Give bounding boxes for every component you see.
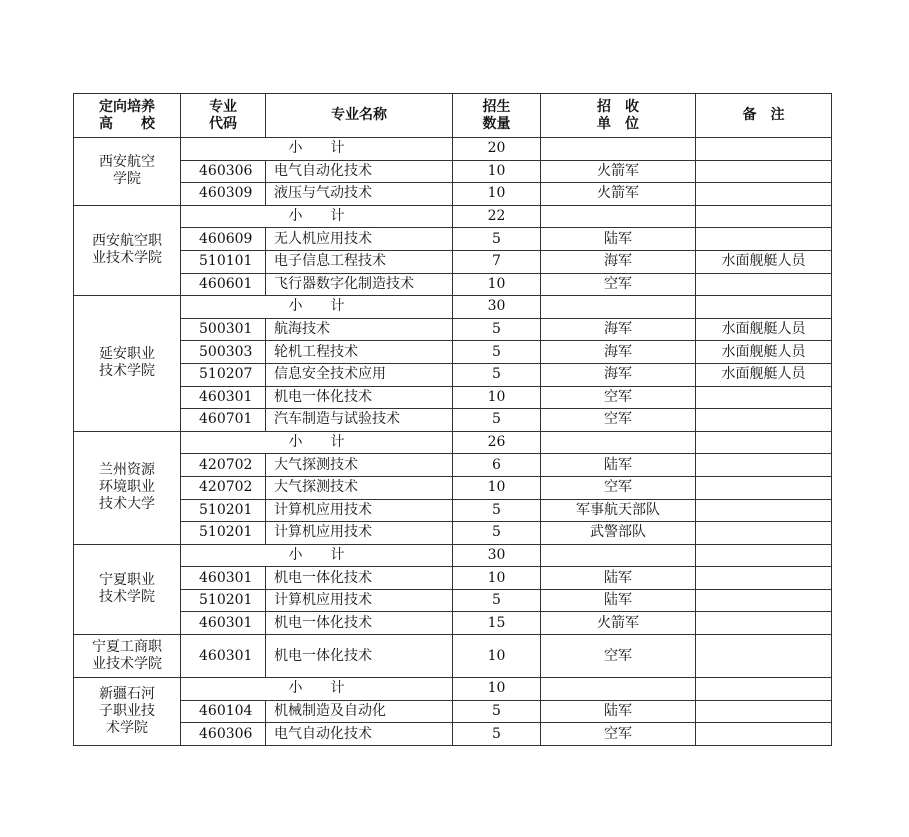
major-code: 460306 [181,723,266,746]
remark [696,612,832,635]
subtotal-count: 30 [453,544,541,567]
major-code: 510101 [181,250,266,273]
school-name-line: 西安航空职 [92,233,162,250]
school-name-line: 学院 [113,171,141,188]
subtotal-row [74,544,832,567]
subtotal-remark-empty [696,431,832,454]
remark [696,700,832,723]
major-code: 420702 [181,454,266,477]
major-name: 电气自动化技术 [266,160,453,183]
enroll-count: 5 [453,228,541,251]
header-unit-line2: 单 位 [597,115,639,132]
header-school [74,94,181,138]
subtotal-count: 10 [453,678,541,701]
major-name: 计算机应用技术 [266,522,453,545]
enroll-count: 10 [453,273,541,296]
enroll-count: 10 [453,386,541,409]
recruit-unit: 陆军 [541,589,696,612]
major-name: 电气自动化技术 [266,723,453,746]
header-code [181,94,266,138]
school-name-line: 宁夏职业 [99,572,155,589]
remark [696,522,832,545]
major-code: 460104 [181,700,266,723]
major-name: 机电一体化技术 [266,612,453,635]
school-name-line: 宁夏工商职 [92,639,162,656]
remark [696,409,832,432]
subtotal-row [74,431,832,454]
subtotal-count: 30 [453,296,541,319]
major-code: 500303 [181,341,266,364]
remark [696,160,832,183]
remark [696,499,832,522]
table-row [74,723,832,746]
header-count-line1: 招生 [482,98,511,115]
remark: 水面舰艇人员 [696,250,832,273]
subtotal-remark-empty [696,205,832,228]
remark: 水面舰艇人员 [696,318,832,341]
school-name-line: 业技术学院 [92,250,162,267]
enroll-count: 7 [453,250,541,273]
school-name-line: 西安航空 [99,154,155,171]
school-name-line: 子职业技 [99,702,155,719]
enroll-count: 5 [453,522,541,545]
enroll-count: 5 [453,341,541,364]
recruit-unit: 军事航天部队 [541,499,696,522]
table-row [74,635,832,678]
school-name-cell [74,138,181,206]
subtotal-row [74,296,832,319]
recruit-unit: 海军 [541,250,696,273]
header-major-name: 专业名称 [266,94,453,138]
remark [696,567,832,590]
table-row [74,363,832,386]
enroll-count: 5 [453,363,541,386]
major-code: 460601 [181,273,266,296]
school-name-cell [74,431,181,544]
remark [696,386,832,409]
table-row [74,522,832,545]
school-name-line: 术学院 [106,719,148,736]
subtotal-label: 小 计 [181,205,453,228]
subtotal-unit-empty [541,296,696,319]
header-remark: 备 注 [696,94,832,138]
enroll-count: 10 [453,183,541,206]
recruit-unit: 海军 [541,318,696,341]
remark [696,273,832,296]
header-school-line2: 高 校 [99,115,155,132]
enroll-count: 15 [453,612,541,635]
subtotal-unit-empty [541,205,696,228]
header-code-line2: 代码 [209,115,237,132]
remark [696,454,832,477]
table-row [74,318,832,341]
major-name: 机电一体化技术 [266,635,453,678]
header-count-line2: 数量 [482,115,511,132]
major-code: 460309 [181,183,266,206]
school-name-cell [74,544,181,634]
enroll-count: 5 [453,409,541,432]
table-row [74,273,832,296]
major-name: 无人机应用技术 [266,228,453,251]
school-name-cell [74,678,181,746]
major-name: 轮机工程技术 [266,341,453,364]
table-row [74,700,832,723]
recruit-unit: 海军 [541,363,696,386]
major-code: 510201 [181,589,266,612]
subtotal-unit-empty [541,544,696,567]
major-name: 机械制造及自动化 [266,700,453,723]
subtotal-unit-empty [541,431,696,454]
major-code: 460301 [181,612,266,635]
table-row [74,589,832,612]
table-row [74,341,832,364]
table-row [74,409,832,432]
subtotal-row [74,678,832,701]
header-code-line1: 专业 [209,98,237,115]
subtotal-count: 22 [453,205,541,228]
remark [696,635,832,678]
subtotal-remark-empty [696,678,832,701]
subtotal-label: 小 计 [181,678,453,701]
major-name: 大气探测技术 [266,454,453,477]
recruit-unit: 海军 [541,341,696,364]
enrollment-table [73,93,832,746]
table-row [74,499,832,522]
school-name-line: 环境职业 [99,479,155,496]
major-name: 飞行器数字化制造技术 [266,273,453,296]
school-name-line: 技术学院 [99,589,155,606]
remark: 水面舰艇人员 [696,341,832,364]
recruit-unit: 陆军 [541,567,696,590]
table-row [74,228,832,251]
major-name: 液压与气动技术 [266,183,453,206]
subtotal-label: 小 计 [181,296,453,319]
school-name-line: 业技术学院 [92,656,162,673]
recruit-unit: 空军 [541,723,696,746]
recruit-unit: 空军 [541,409,696,432]
table-row [74,250,832,273]
enroll-count: 5 [453,700,541,723]
recruit-unit: 武警部队 [541,522,696,545]
header-unit [541,94,696,138]
enroll-count: 6 [453,454,541,477]
major-name: 航海技术 [266,318,453,341]
major-code: 460301 [181,635,266,678]
school-name-line: 延安职业 [99,346,155,363]
remark [696,476,832,499]
header-school-line1: 定向培养 [99,98,155,115]
school-name-line: 兰州资源 [99,462,155,479]
major-code: 420702 [181,476,266,499]
major-name: 计算机应用技术 [266,499,453,522]
subtotal-unit-empty [541,678,696,701]
major-code: 510201 [181,522,266,545]
major-code: 510201 [181,499,266,522]
subtotal-label: 小 计 [181,138,453,161]
recruit-unit: 空军 [541,386,696,409]
enroll-count: 5 [453,589,541,612]
remark [696,228,832,251]
school-name-line: 新疆石河 [99,685,155,702]
subtotal-label: 小 计 [181,431,453,454]
recruit-unit: 空军 [541,273,696,296]
recruit-unit: 陆军 [541,454,696,477]
major-code: 460701 [181,409,266,432]
subtotal-count: 20 [453,138,541,161]
major-code: 460306 [181,160,266,183]
major-name: 汽车制造与试验技术 [266,409,453,432]
major-code: 460301 [181,386,266,409]
remark [696,183,832,206]
table-header-row [74,94,832,138]
recruit-unit: 火箭军 [541,612,696,635]
recruit-unit: 陆军 [541,700,696,723]
enroll-count: 10 [453,476,541,499]
major-name: 信息安全技术应用 [266,363,453,386]
major-code: 500301 [181,318,266,341]
school-name-line: 技术大学 [99,496,155,513]
subtotal-remark-empty [696,138,832,161]
subtotal-unit-empty [541,138,696,161]
major-code: 510207 [181,363,266,386]
major-name: 机电一体化技术 [266,567,453,590]
subtotal-remark-empty [696,544,832,567]
major-code: 460301 [181,567,266,590]
table-row [74,612,832,635]
major-name: 计算机应用技术 [266,589,453,612]
enroll-count: 10 [453,635,541,678]
table-row [74,183,832,206]
table-row [74,454,832,477]
school-name-line: 技术学院 [99,363,155,380]
subtotal-row [74,138,832,161]
major-name: 机电一体化技术 [266,386,453,409]
table-body [74,138,832,746]
remark [696,723,832,746]
enroll-count: 5 [453,499,541,522]
major-name: 大气探测技术 [266,476,453,499]
subtotal-row [74,205,832,228]
major-code: 460609 [181,228,266,251]
school-name-cell [74,296,181,432]
recruit-unit: 空军 [541,476,696,499]
major-name: 电子信息工程技术 [266,250,453,273]
header-unit-line1: 招 收 [597,98,639,115]
school-name-cell [74,635,181,678]
recruit-unit: 空军 [541,635,696,678]
table-row [74,386,832,409]
header-count [453,94,541,138]
enroll-count: 5 [453,318,541,341]
subtotal-count: 26 [453,431,541,454]
remark: 水面舰艇人员 [696,363,832,386]
school-name-cell [74,205,181,295]
recruit-unit: 火箭军 [541,160,696,183]
recruit-unit: 陆军 [541,228,696,251]
enroll-count: 10 [453,567,541,590]
enroll-count: 10 [453,160,541,183]
table-row [74,160,832,183]
table-row [74,567,832,590]
enroll-count: 5 [453,723,541,746]
subtotal-remark-empty [696,296,832,319]
remark [696,589,832,612]
recruit-unit: 火箭军 [541,183,696,206]
subtotal-label: 小 计 [181,544,453,567]
table-row [74,476,832,499]
